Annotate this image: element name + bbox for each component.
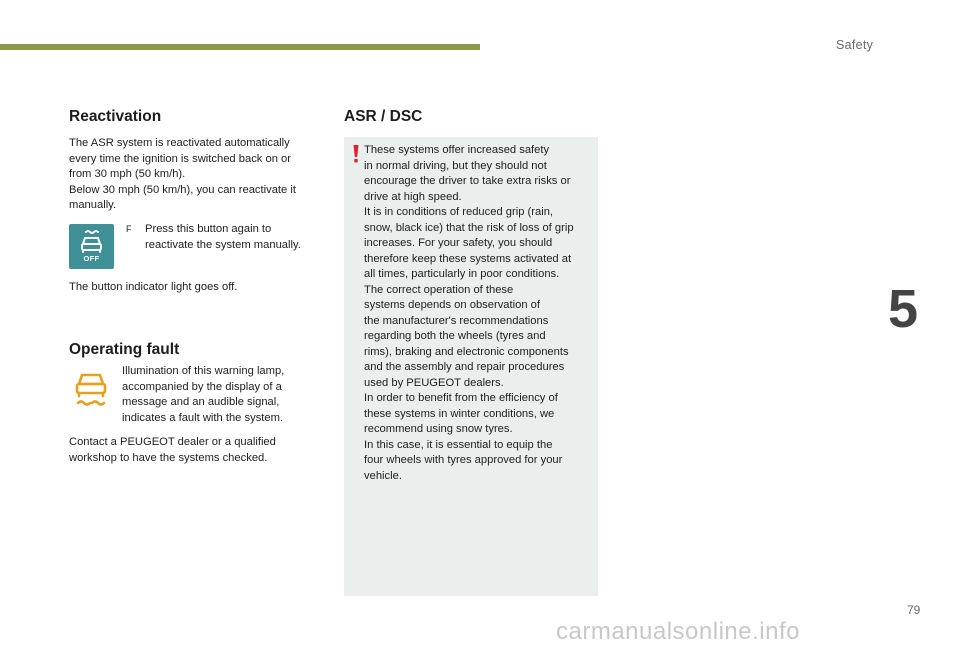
section-label: Safety [836, 38, 874, 52]
text-line: accompanied by the display of a [122, 380, 282, 393]
text-line: workshop to have the systems checked. [69, 451, 268, 464]
page-number: 79 [907, 603, 921, 617]
text-line: indicates a fault with the system. [122, 411, 284, 424]
text-line: message and an audible signal, [122, 396, 280, 408]
text-line: systems depends on observation of [364, 299, 540, 311]
text-line: rims), braking and electronic components [364, 345, 569, 358]
text-line: every time the ignition is switched back on or [69, 152, 291, 165]
text-line: In order to benefit from the efficiency of [364, 392, 558, 404]
text-line: reactivate the system manually. [145, 238, 301, 251]
text-line: These systems offer increased safety [364, 144, 550, 156]
text-line: and the assembly and repair procedures [364, 361, 565, 373]
warning-lamp-description [122, 364, 284, 426]
bullet-arrow-icon: F [126, 224, 132, 234]
text-line: therefore keep these systems activated at [364, 252, 572, 265]
text-line: It is in conditions of reduced grip (rain, [364, 206, 554, 218]
text-line: all times, particularly in poor conditions. [364, 268, 560, 280]
chapter-number: 5 [888, 279, 919, 339]
text-line: In this case, it is essential to equip the [364, 438, 553, 451]
text-line: Press this button again to [145, 223, 272, 235]
indicator-text: The button indicator light goes off. [69, 281, 238, 293]
exclamation-icon [352, 144, 360, 164]
text-line: regarding both the wheels (tyres and [364, 330, 546, 342]
text-line: The ASR system is reactivated automatically [69, 137, 290, 149]
text-line: used by PEUGEOT dealers. [364, 376, 504, 389]
text-line: these systems in winter conditions, we [364, 407, 555, 420]
text-line: Below 30 mph (50 km/h), you can reactivate it [69, 183, 296, 196]
contact-dealer-text [69, 435, 276, 466]
watermark[interactable]: carmanualsonline.info [556, 618, 800, 645]
text-line: from 30 mph (50 km/h). [69, 168, 186, 180]
asr-dsc-heading: ASR / DSC [344, 108, 423, 125]
off-label: OFF [83, 254, 100, 263]
text-line: Illumination of this warning lamp, [122, 365, 285, 377]
text-line: manually. [69, 199, 117, 211]
asr-dsc-notice-text [364, 143, 594, 484]
reactivation-heading: Reactivation [69, 108, 162, 125]
text-line: encourage the driver to take extra risks or [364, 175, 571, 187]
asr-off-button-icon [69, 224, 114, 269]
text-line: recommend using snow tyres. [364, 423, 513, 435]
reactivation-instruction [145, 222, 301, 253]
text-line: The correct operation of these [364, 283, 514, 296]
text-line: increases. For your safety, you should [364, 237, 553, 249]
text-line: four wheels with tyres approved for your [364, 454, 563, 466]
reactivation-intro [69, 136, 296, 214]
top-accent-bar [0, 44, 480, 50]
text-line: vehicle. [364, 469, 402, 482]
stability-warning-lamp-icon [72, 370, 110, 406]
text-line: snow, black ice) that the risk of loss of grip [364, 221, 574, 234]
text-line: in normal driving, but they should not [364, 159, 547, 172]
text-line: the manufacturer's recommendations [364, 314, 549, 327]
text-line: drive at high speed. [364, 190, 462, 203]
operating-fault-heading: Operating fault [69, 341, 180, 358]
text-line: Contact a PEUGEOT dealer or a qualified [69, 436, 276, 448]
